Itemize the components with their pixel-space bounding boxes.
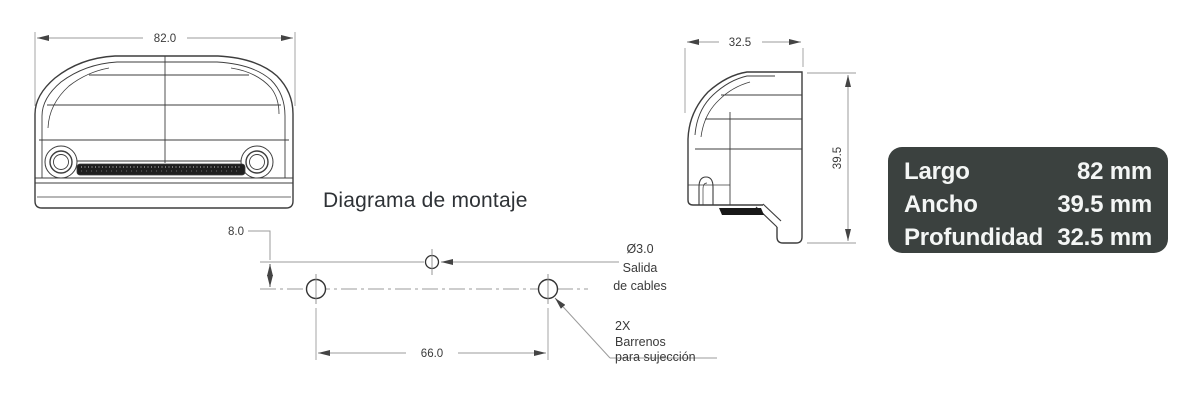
spec-row-largo (904, 155, 1152, 188)
lamp-side-outline (688, 72, 802, 243)
cable-grommet (699, 177, 713, 205)
spec-value: 82 mm (1076, 158, 1152, 185)
spec-value: 39.5 mm (1057, 191, 1152, 218)
diagram-title: Diagrama de montaje (323, 189, 528, 212)
front-view-drawing (25, 18, 315, 218)
cable-outlet-label-2: de cables (613, 279, 667, 293)
offset-dim-label: 8.0 (228, 226, 244, 238)
spec-label: Profundidad (904, 224, 1044, 251)
screw-holes-label-1: Barrenos (615, 335, 666, 349)
led-strip-side (719, 208, 764, 215)
spec-label: Ancho (904, 191, 978, 218)
spacing-dim-label: 66.0 (420, 348, 444, 360)
side-depth-dim-label: 32.5 (728, 37, 752, 49)
cable-outlet-diameter: Ø3.0 (626, 242, 654, 256)
spec-panel (888, 147, 1168, 253)
screw-holes-label-2: para sujección (615, 350, 696, 364)
side-depth-dimension (685, 37, 803, 113)
lamp-front-base (35, 178, 293, 208)
mounting-template-drawing (210, 220, 725, 385)
cable-outlet-label-1: Salida (622, 261, 658, 275)
front-width-dim-label: 82.0 (153, 33, 177, 45)
spec-row-profundidad (904, 221, 1152, 254)
cable-outlet-hole (260, 249, 619, 275)
led-strip-front (77, 164, 245, 175)
side-height-dimension (807, 73, 856, 243)
spec-row-ancho (904, 188, 1152, 221)
screw-holes-annotation (555, 298, 717, 364)
spec-label: Largo (904, 158, 970, 185)
cable-outlet-annotation (613, 242, 667, 293)
side-height-dim-label: 39.5 (832, 146, 844, 170)
spacing-dimension (318, 348, 546, 360)
screw-holes-count: 2X (615, 319, 631, 333)
spec-value: 32.5 mm (1057, 224, 1152, 251)
offset-dimension (228, 226, 270, 287)
